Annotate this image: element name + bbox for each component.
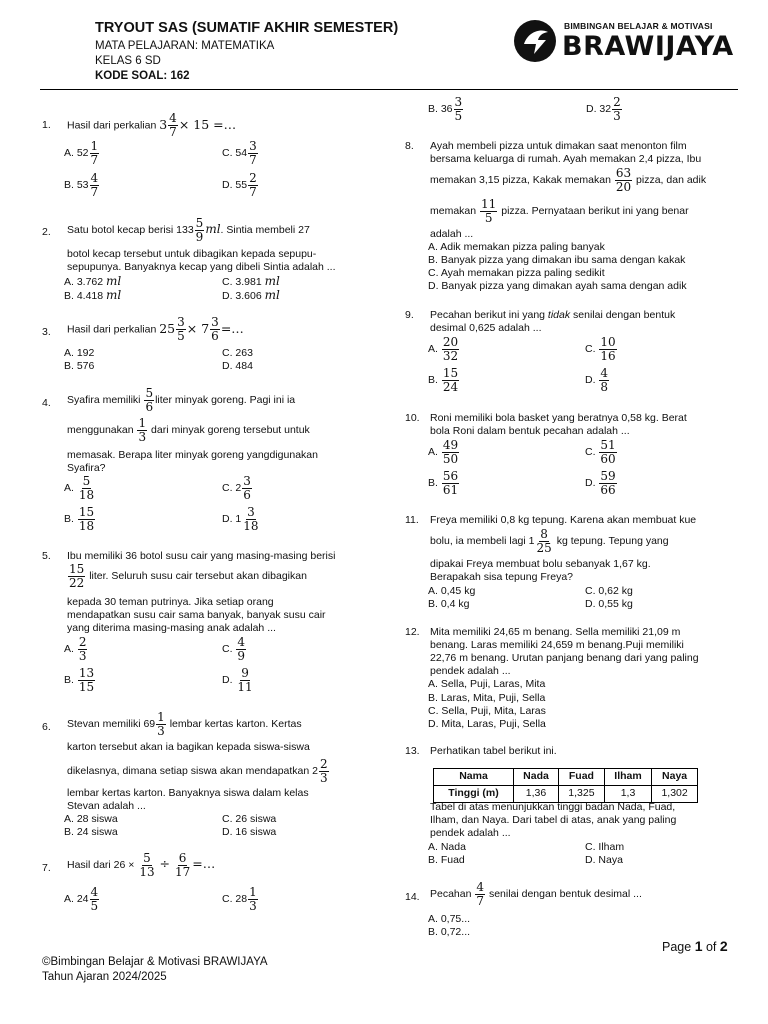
question-number: 12. bbox=[405, 626, 420, 638]
q14-option-a[interactable]: A. 0,75... bbox=[428, 913, 471, 925]
height-table bbox=[433, 768, 698, 803]
q5-option-b[interactable]: B. $\frac{13}{15}$ bbox=[64, 666, 95, 694]
question-number: 7. bbox=[42, 862, 51, 874]
q9-option-a[interactable]: A. $\frac{20}{32}$ bbox=[428, 335, 459, 363]
q9-option-b[interactable]: B. $\frac{15}{24}$ bbox=[428, 366, 459, 394]
q5-option-c[interactable]: C. $\frac{4}{9}$ bbox=[222, 635, 246, 663]
brawijaya-logo bbox=[512, 18, 742, 64]
q5-text-5: yang diterima masing-masing anak adalah ... bbox=[67, 622, 276, 634]
q12-text-2: benang. Laras memiliki 24,659 m benang.Puji memiliki bbox=[430, 639, 684, 651]
question-11 bbox=[405, 514, 740, 614]
q12-option-c[interactable]: C. Sella, Puji, Mita, Laras bbox=[428, 705, 546, 717]
q1-text: Hasil dari perkalian bbox=[67, 119, 157, 132]
q13-option-a[interactable]: A. Nada bbox=[428, 841, 466, 853]
q6-text-4: lembar kertas karton. Banyaknya siswa dalam kelas bbox=[67, 787, 309, 799]
q11-option-b[interactable]: B. 0,4 kg bbox=[428, 598, 470, 610]
table-header: Fuad bbox=[559, 769, 605, 786]
q1-option-b[interactable]: B. 53 $\frac{4}{7}$ bbox=[64, 171, 99, 199]
table-header: Naya bbox=[652, 769, 698, 786]
page-indicator bbox=[662, 938, 728, 954]
q8-option-b[interactable]: B. Banyak pizza yang dimakan ibu sama dengan kakak bbox=[428, 254, 686, 266]
question-number: 14. bbox=[405, 891, 420, 903]
q1-option-a[interactable]: A. 52 $\frac{1}{7}$ bbox=[64, 139, 99, 167]
question-7 bbox=[42, 852, 372, 922]
q4-option-c[interactable]: C. 2 $\frac{3}{6}$ bbox=[222, 474, 251, 502]
question-4 bbox=[42, 387, 372, 539]
q5-text-4: mendapatkan susu cair sama banyak, banyak susu cair bbox=[67, 609, 326, 621]
q13-option-b[interactable]: B. Fuad bbox=[428, 854, 465, 866]
q13-option-d[interactable]: D. Naya bbox=[585, 854, 623, 866]
question-8 bbox=[405, 140, 740, 300]
question-number: 4. bbox=[42, 397, 51, 409]
question-number: 13. bbox=[405, 745, 420, 757]
q6-option-c[interactable]: C. 26 siswa bbox=[222, 813, 277, 825]
q8-text-3: memakan 3,15 pizza, Kakak memakan $\frac{63}{20}$ pizza, dan adik bbox=[430, 166, 707, 194]
question-3 bbox=[42, 316, 372, 376]
q7-option-b[interactable]: B. 36 $\frac{3}{5}$ bbox=[428, 95, 463, 123]
q5-option-a[interactable]: A. $\frac{2}{3}$ bbox=[64, 635, 87, 663]
q8-text-4: memakan $\frac{11}{5}$ pizza. Pernyataan berikut ini yang benar bbox=[430, 197, 689, 225]
q11-option-d[interactable]: D. 0,55 kg bbox=[585, 598, 633, 610]
table-row bbox=[434, 786, 698, 803]
question-number: 10. bbox=[405, 412, 420, 424]
q9-text-1: Pecahan berikut ini yang tidak senilai dengan bentuk bbox=[430, 309, 676, 321]
brawijaya-logo-icon bbox=[512, 18, 558, 64]
question-7-continued bbox=[428, 96, 738, 128]
table-cell: 1,325 bbox=[559, 786, 605, 803]
q5-option-d[interactable]: D. $\frac{9}{11}$ bbox=[222, 666, 253, 694]
q12-text-4: pendek adalah ... bbox=[430, 665, 511, 677]
table-header: Ilham bbox=[604, 769, 651, 786]
question-number: 3. bbox=[42, 326, 51, 338]
q13-text-2: Tabel di atas menunjukkan tinggi badan Nada, Fuad, bbox=[430, 801, 676, 813]
q4-text-2: menggunakan $\frac{1}{3}$ dari minyak goreng tersebut untuk bbox=[67, 416, 310, 444]
q10-option-d[interactable]: D. $\frac{59}{66}$ bbox=[585, 469, 616, 497]
q6-text-2: karton tersebut akan ia bagikan kepada siswa-siswa bbox=[67, 741, 310, 753]
q10-text-2: bola Roni dalam bentuk pecahan adalah ... bbox=[430, 425, 630, 437]
q1-option-d[interactable]: D. 55 $\frac{2}{7}$ bbox=[222, 171, 257, 199]
q14-option-b[interactable]: B. 0,72... bbox=[428, 926, 471, 938]
table-cell: 1,3 bbox=[604, 786, 651, 803]
q10-option-c[interactable]: C. $\frac{51}{60}$ bbox=[585, 438, 616, 466]
q11-option-c[interactable]: C. 0,62 kg bbox=[585, 585, 633, 597]
table-row-label: Tinggi (m) bbox=[434, 786, 514, 803]
q2-option-d[interactable]: D. 3.606 ml bbox=[222, 288, 280, 302]
question-2 bbox=[42, 217, 372, 305]
page-word: Page bbox=[662, 940, 692, 954]
q12-option-b[interactable]: B. Laras, Mita, Puji, Sella bbox=[428, 692, 546, 704]
table-header: Nama bbox=[434, 769, 514, 786]
q3-expr: 25 $\frac{3}{5}$ × 7 $\frac{3}{6}$ =… bbox=[159, 315, 244, 343]
q2-text-1: Satu botol kecap berisi 133 bbox=[67, 223, 194, 236]
q5-text-3: kepada 30 teman putrinya. Jika setiap orang bbox=[67, 596, 274, 608]
q12-text-1: Mita memiliki 24,65 m benang. Sella memiliki 21,09 m bbox=[430, 626, 681, 638]
q12-text-3: 22,76 m benang. Urutan panjang benang dari yang paling bbox=[430, 652, 699, 664]
q4-option-a[interactable]: A. $\frac{5}{18}$ bbox=[64, 474, 95, 502]
q6-option-b[interactable]: B. 24 siswa bbox=[64, 826, 118, 838]
q8-option-a[interactable]: A. Adik memakan pizza paling banyak bbox=[428, 241, 605, 253]
q11-text-4: Berapakah sisa tepung Freya? bbox=[430, 571, 574, 583]
q11-text-3: dipakai Freya membuat bolu sebanyak 1,67 kg. bbox=[430, 558, 651, 570]
question-number: 5. bbox=[42, 550, 51, 562]
question-5 bbox=[42, 550, 372, 700]
table-header-row bbox=[434, 769, 698, 786]
q3-text: Hasil dari perkalian bbox=[67, 323, 157, 336]
q5-text-2: $\frac{15}{22}$ liter. Seluruh susu cair tersebut akan dibagikan bbox=[69, 562, 307, 590]
q6-option-a[interactable]: A. 28 siswa bbox=[64, 813, 118, 825]
q7-text: Hasil dari 26 × $\frac{5}{13}$ ÷ $\frac{6}{17}$ =… bbox=[67, 851, 216, 879]
question-text bbox=[67, 112, 236, 138]
q11-text-2: bolu, ia membeli lagi 1 $\frac{8}{25}$ kg tepung. Tepung yang bbox=[430, 527, 669, 555]
q2-option-b[interactable]: B. 4.418 ml bbox=[64, 288, 122, 302]
logo-tagline: BIMBINGAN BELAJAR & MOTIVASI bbox=[564, 21, 713, 31]
q4-text-1: Syafira memiliki $\frac{5}{6}$ liter minyak goreng. Pagi ini ia bbox=[67, 386, 296, 414]
question-number: 11. bbox=[405, 514, 419, 526]
q8-text-2: bersama keluarga di rumah. Ayah memakan 2,4 pizza, Ibu bbox=[430, 153, 702, 165]
subject-line: MATA PELAJARAN: MATEMATIKA bbox=[95, 40, 275, 52]
q11-option-a[interactable]: A. 0,45 kg bbox=[428, 585, 476, 597]
q10-text-1: Roni memiliki bola basket yang beratnya 0,58 kg. Berat bbox=[430, 412, 687, 424]
q9-option-c[interactable]: C. $\frac{10}{16}$ bbox=[585, 335, 616, 363]
question-12 bbox=[405, 626, 740, 736]
q12-option-a[interactable]: A. Sella, Puji, Laras, Mita bbox=[428, 678, 546, 690]
table-cell: 1,302 bbox=[652, 786, 698, 803]
q10-option-b[interactable]: B. $\frac{56}{61}$ bbox=[428, 469, 459, 497]
q13-text-4: pendek adalah ... bbox=[430, 827, 511, 839]
q14-text-1: Pecahan $\frac{4}{7}$ senilai dengan bentuk desimal ... bbox=[430, 880, 642, 908]
q3-option-d[interactable]: D. 484 bbox=[222, 360, 253, 372]
question-14 bbox=[405, 881, 740, 941]
q7-option-a[interactable]: A. 24 $\frac{4}{5}$ bbox=[64, 885, 99, 913]
header-divider bbox=[40, 89, 738, 90]
q6-text-5: Stevan adalah ... bbox=[67, 800, 146, 812]
question-number: 8. bbox=[405, 140, 414, 152]
q8-option-d[interactable]: D. Banyak pizza yang dimakan ayah sama dengan adik bbox=[428, 280, 687, 292]
q4-text-4: Syafira? bbox=[67, 462, 106, 474]
q11-text-1: Freya memiliki 0,8 kg tepung. Karena akan membuat kue bbox=[430, 514, 697, 526]
q2-text-2: botol kecap tersebut untuk dibagikan kepada sepupu- bbox=[67, 248, 317, 260]
q12-option-d[interactable]: D. Mita, Laras, Puji, Sella bbox=[428, 718, 546, 730]
q6-text-1: Stevan memiliki 69 $\frac{1}{3}$ lembar kertas karton. Kertas bbox=[67, 710, 302, 738]
question-6 bbox=[42, 711, 372, 843]
question-text: Satu botol kecap berisi 133 $\frac{5}{9}$ ml. Sintia membeli 27 bbox=[67, 216, 310, 244]
question-1 bbox=[42, 112, 372, 207]
q13-text-3: Ilham, dan Naya. Dari tabel di atas, anak yang paling bbox=[430, 814, 677, 826]
document-title: TRYOUT SAS (SUMATIF AKHIR SEMESTER) bbox=[95, 20, 399, 36]
q13-option-c[interactable]: C. Ilham bbox=[585, 841, 625, 853]
logo-wordmark: BRAWIJAYA bbox=[562, 31, 734, 62]
page-of: of bbox=[705, 940, 717, 954]
q4-option-b[interactable]: B. $\frac{15}{18}$ bbox=[64, 505, 95, 533]
question-text bbox=[67, 316, 244, 342]
question-number: 2. bbox=[42, 226, 51, 238]
q2-option-a[interactable]: A. 3.762 ml bbox=[64, 274, 122, 288]
q2-option-c[interactable]: C. 3.981 ml bbox=[222, 274, 280, 288]
q4-text-3: memasak. Berapa liter minyak goreng yangdigunakan bbox=[67, 449, 318, 461]
question-number: 9. bbox=[405, 309, 414, 321]
q9-option-d[interactable]: D. $\frac{4}{8}$ bbox=[585, 366, 609, 394]
q3-option-b[interactable]: B. 576 bbox=[64, 360, 95, 372]
q1-expr: 3 $\frac{4}{7}$ × 15 =… bbox=[159, 111, 237, 139]
q7-option-c[interactable]: C. 28 $\frac{1}{3}$ bbox=[222, 885, 257, 913]
q8-text-1: Ayah membeli pizza untuk dimakan saat menonton film bbox=[430, 140, 687, 152]
q6-text-3: dikelasnya, dimana setiap siswa akan mendapatkan 2 $\frac{2}{3}$ bbox=[67, 757, 328, 785]
page-total: 2 bbox=[719, 938, 728, 954]
footer-copyright: ©Bimbingan Belajar & Motivasi BRAWIJAYA bbox=[42, 956, 268, 968]
page-number: 1 bbox=[694, 938, 703, 954]
q8-option-c[interactable]: C. Ayah memakan pizza paling sedikit bbox=[428, 267, 605, 279]
q2-text-3: sepupunya. Banyaknya kecap yang dibeli Sintia adalah ... bbox=[67, 261, 336, 273]
q10-option-a[interactable]: A. $\frac{49}{50}$ bbox=[428, 438, 459, 466]
table-cell: 1,36 bbox=[514, 786, 559, 803]
question-13 bbox=[405, 745, 740, 870]
question-10 bbox=[405, 412, 740, 504]
exam-code: KODE SOAL: 162 bbox=[95, 70, 190, 82]
grade-line: KELAS 6 SD bbox=[95, 55, 161, 67]
q6-option-d[interactable]: D. 16 siswa bbox=[222, 826, 277, 838]
question-number: 6. bbox=[42, 721, 51, 733]
q13-text-1: Perhatikan tabel berikut ini. bbox=[430, 745, 557, 757]
question-number: 1. bbox=[42, 119, 51, 131]
q3-option-c[interactable]: C. 263 bbox=[222, 347, 253, 359]
q3-option-a[interactable]: A. 192 bbox=[64, 347, 95, 359]
q9-text-2: desimal 0,625 adalah ... bbox=[430, 322, 542, 334]
q7-option-d[interactable]: D. 32 $\frac{2}{3}$ bbox=[586, 95, 621, 123]
table-header: Nada bbox=[514, 769, 559, 786]
q4-option-d[interactable]: D. 1 $\frac{3}{18}$ bbox=[222, 505, 259, 533]
q5-text-1: Ibu memiliki 36 botol susu cair yang masing-masing berisi bbox=[67, 550, 336, 562]
q8-text-5: adalah ... bbox=[430, 228, 474, 240]
footer-year: Tahun Ajaran 2024/2025 bbox=[42, 971, 167, 983]
q1-option-c[interactable]: C. 54 $\frac{3}{7}$ bbox=[222, 139, 257, 167]
question-9 bbox=[405, 309, 740, 401]
